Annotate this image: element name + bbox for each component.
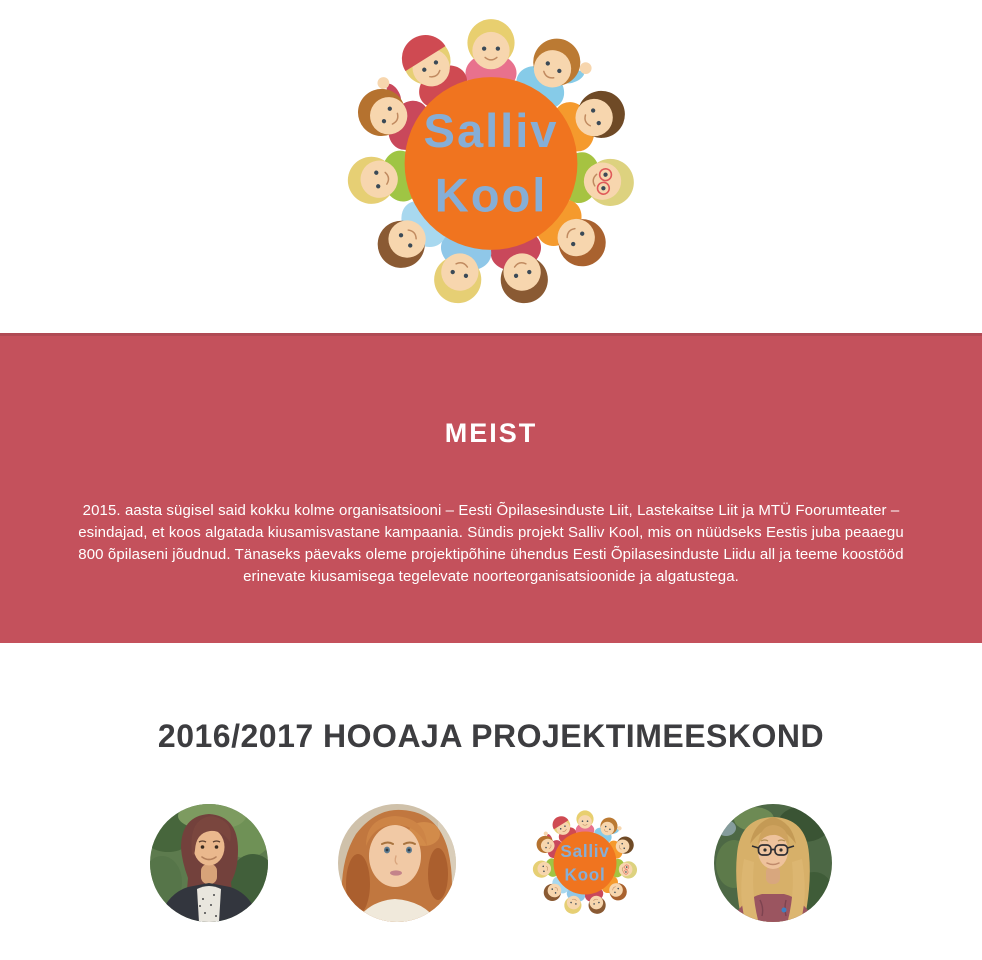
svg-text:Salliv: Salliv [423,103,559,157]
team-title: 2016/2017 HOOAJA PROJEKTIMEESKOND [157,718,825,754]
meist-section [0,333,982,643]
site-logo[interactable] [329,16,653,311]
portrait-woman-dark-hair-image [150,804,268,922]
salliv-kool-logo-image [329,16,653,311]
portrait-woman-red-hair-image [338,804,456,922]
meist-body-text: 2015. aasta sügisel said kokku kolme organisatsiooni – Eesti Õpilasesinduste Liit, Lastekaitse Liit ja MTÜ Foorumteater – esindajad, et koos algatada kiusamisvastane kampaania. Sündis projekt Salliv Kool, mis on nüüdseks Eestis juba peaaegu 800 õpilaseni jõudnud. Tänaseks päevaks oleme projektipõhine ühendus Eesti Õpilasesinduste Liidu all ja teeme koostööd erinevate kiusamisega tegelevate noorteorganisatsioonide ja algatustega. [78,502,904,585]
salliv-kool-mini-logo-image [526,805,644,921]
team-row [0,804,982,922]
team-section [0,717,982,922]
site-header [0,0,982,311]
team-logo [526,804,644,922]
team-photo-4 [714,804,832,922]
svg-text:Salliv: Salliv [560,840,610,861]
team-photo-1 [150,804,268,922]
svg-text:Kool: Kool [434,168,548,222]
meist-title: MEIST [444,418,538,448]
team-photo-2 [338,804,456,922]
svg-text:Kool: Kool [564,864,606,885]
portrait-woman-blonde-glasses-image [714,804,832,922]
